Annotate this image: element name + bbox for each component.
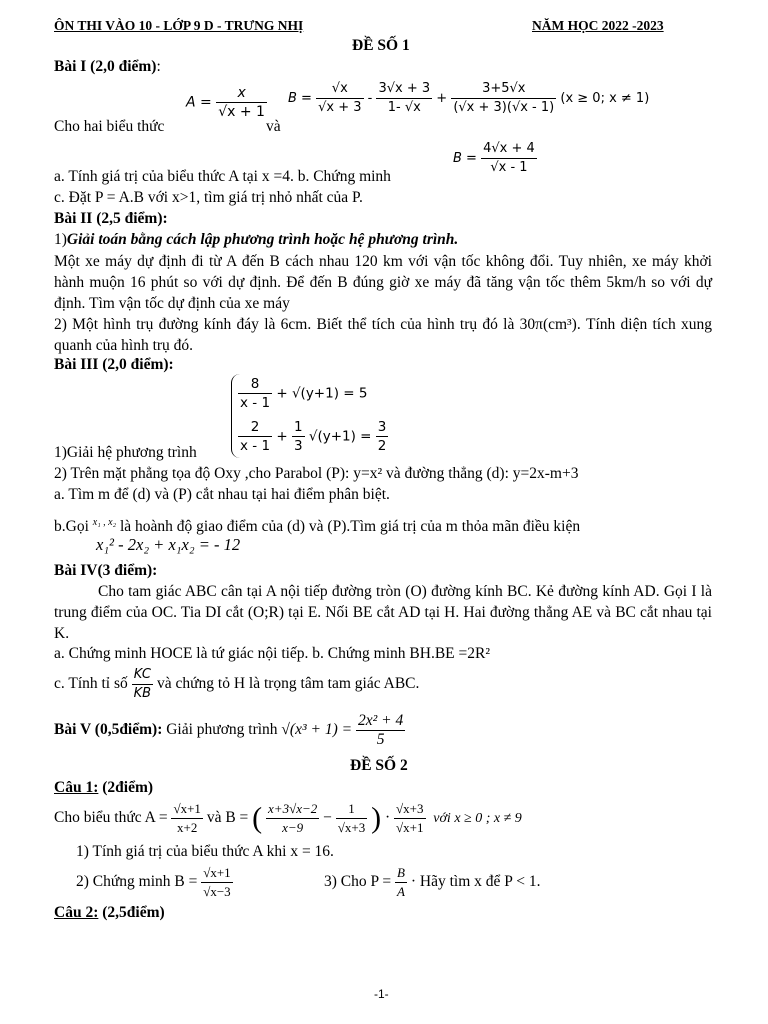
cau1-points: (2điểm): [102, 779, 154, 796]
cau1-q2-num: √x+1: [201, 864, 232, 883]
page-number: -1-: [374, 987, 389, 1001]
cau1-heading-line: [54, 778, 153, 798]
cau1-B-dot: ·: [384, 809, 391, 827]
bai3-heading: Bài III (2,0 điểm):: [54, 356, 174, 373]
paren-open: (: [252, 801, 263, 835]
bai4-c-fraction: [132, 666, 153, 703]
B-t1-num: √x: [316, 80, 363, 99]
B-term3: [451, 80, 556, 117]
bai4-c-num: KC: [132, 666, 153, 685]
cau1-heading: Câu 1:: [54, 779, 99, 796]
B-term2: [376, 80, 432, 117]
eq2-mid: +: [276, 428, 288, 445]
cau1-B-f2-num: 1: [336, 800, 367, 819]
A-fraction: [216, 84, 267, 121]
bai2-p1-num: 1): [54, 231, 67, 248]
bai3-a: a. Tìm m để (d) và (P) cắt nhau tại hai điểm phân biệt.: [54, 486, 390, 503]
header-left: ÔN THI VÀO 10 - LỚP 9 D - TRƯNG NHỊ: [54, 18, 304, 33]
eq2-num: 2: [238, 418, 272, 437]
header-right: NĂM HỌC 2022 -2023: [532, 18, 664, 33]
bai1-a: a. Tính giá trị của biểu thức A tại x =4. b. Chứng minh: [54, 168, 391, 185]
cau2-heading-line: [54, 903, 165, 923]
bai1-intro-line: [54, 117, 164, 137]
cau1-A-num: √x+1: [171, 800, 202, 819]
de2-title: ĐỀ SỐ 2: [350, 757, 408, 774]
cau1-A-den: x+2: [177, 820, 198, 835]
expr-B: B = $\frac{√x}{√x + 3}$ - $\frac{3√x + 3}{1- √x}$ + $\frac{3+5√x}{(√x + 3)(√x - 1)}$ (x ≥ 0; x ≠ 1): [288, 81, 650, 115]
bai3-b-equation: x₁² - 2x₂ + x₁x₂ = - 12: [96, 535, 241, 554]
bai2-heading: Bài II (2,5 điểm):: [54, 210, 168, 227]
B-t2-num: 3√x + 3: [376, 80, 432, 99]
B2-den: √x - 1: [490, 160, 528, 175]
B-t3-num: 3+5√x: [451, 80, 556, 99]
bai3-b-pre: b.Gọi: [54, 518, 89, 535]
bai3-b-line: [54, 513, 580, 537]
cau1-q2-line: [76, 864, 233, 901]
B2-fraction: [481, 140, 537, 177]
cau1-B-f2-den: √x+3: [337, 820, 366, 835]
cau1-B-f3-den: √x+1: [396, 820, 424, 835]
bai2-p2-text: 2) Một hình trụ đường kính đáy là 6cm. Biết thể tích của hình trụ đó là 30π(cm³). Tính diện tích xung quanh của hình trụ đó.: [54, 316, 712, 354]
de1-title: ĐỀ SỐ 1: [352, 37, 410, 54]
cau1-q2-fraction: [201, 864, 232, 901]
cau1-q2-den: √x−3: [203, 884, 231, 899]
eq2-rhs-num: 3: [377, 419, 387, 435]
cau1-q3-den: A: [397, 884, 405, 899]
eq2-rhs: [376, 418, 389, 455]
bai4-c-post: và chứng tỏ H là trọng tâm tam giác ABC.: [156, 675, 420, 693]
eq2-fraction: [238, 418, 272, 455]
cau1-q3-fraction: [395, 864, 407, 901]
system-eq2: [238, 418, 388, 455]
bai5-fraction: [356, 712, 405, 749]
cau1-q2-pre: 2) Chứng minh B =: [76, 873, 198, 891]
bai5-heading: Bài V (0,5điểm):: [54, 721, 163, 739]
bai4-c-den: KB: [133, 686, 152, 701]
eq2-den: x - 1: [240, 438, 271, 454]
bai4-heading: Bài IV(3 điểm):: [54, 562, 158, 579]
B2-lhs: B =: [453, 151, 477, 166]
bai3-b-vars: x₁ , x₂: [92, 517, 117, 528]
B-term1: [316, 80, 363, 117]
cau1-expr-line: [54, 800, 522, 837]
cau1-cond: với x ≥ 0 ; x ≠ 9: [433, 811, 522, 827]
B-lhs: B =: [288, 91, 312, 106]
bai4-c-line: [54, 666, 419, 703]
expr-B2: [453, 140, 537, 177]
eq1-den: x - 1: [240, 395, 271, 411]
eq1-rest: + √(y+1) = 5: [276, 385, 368, 402]
cau1-B-minus: −: [323, 809, 332, 827]
cau1-q3-pre: 3) Cho P =: [324, 873, 392, 891]
cau1-B-f1-den: x−9: [282, 820, 304, 835]
bai1-c: c. Đặt P = A.B với x>1, tìm giá trị nhỏ nhất của P.: [54, 189, 363, 206]
eq1-num: 8: [238, 375, 272, 394]
cau1-q3-post: · Hãy tìm x để P < 1.: [410, 873, 541, 891]
bai3-p1: 1)Giải hệ phương trình: [54, 444, 197, 461]
A-den: √x + 1: [218, 104, 265, 120]
bai5-text: Giải phương trình: [166, 721, 278, 739]
cau1-pre: Cho biểu thức A =: [54, 809, 168, 827]
B-t3-den: (√x + 3)(√x - 1): [453, 100, 555, 115]
cau1-B-f3-num: √x+3: [394, 800, 425, 819]
bai2-p1-text: Một xe máy dự định đi từ A đến B cách nhau 120 km với vận tốc không đổi. Tuy nhiên, xe máy khởi hành muộn 16 phút so với dự định. Để đến B đúng giờ xe máy đã tăng vận tốc thêm 5km/h so với dự định. Tìm vận tốc dự định của xe máy: [54, 253, 712, 312]
bai2-p1-line: [54, 230, 458, 250]
bai4-c-pre: c. Tính tỉ số: [54, 675, 128, 693]
B2-num: 4√x + 4: [481, 140, 537, 159]
bai5-den: 5: [376, 731, 385, 748]
cau1-B-f1: [266, 800, 319, 837]
bai5-line: [54, 712, 405, 749]
B-t1-den: √x + 3: [318, 100, 362, 115]
cau1-q1: 1) Tính giá trị của biểu thức A khi x = 16.: [76, 843, 334, 860]
bai1-colon: :: [156, 58, 161, 75]
B-t2-den: 1- √x: [387, 100, 421, 115]
bai3-b-post: là hoành độ giao điểm của (d) và (P).Tìm giá trị của m thỏa mãn điều kiện: [119, 518, 581, 535]
bai1-va: và: [266, 118, 281, 135]
A-lhs: A =: [186, 94, 212, 111]
bai1-heading: Bài I (2,0 điểm): [54, 58, 157, 75]
B-condition: (x ≥ 0; x ≠ 1): [560, 91, 650, 106]
expr-A: [186, 84, 267, 121]
bai3-p2: 2) Trên mặt phẳng tọa độ Oxy ,cho Parabol (P): y=x² và đường thẳng (d): y=2x-m+3: [54, 465, 579, 482]
system-eq1: [238, 375, 367, 412]
A-num: x: [216, 84, 267, 103]
bai4-a: a. Chứng minh HOCE là tứ giác nội tiếp. b. Chứng minh BH.BE =2R²: [54, 645, 490, 662]
cau1-q3-line: [324, 864, 540, 901]
eq2-coef-den: 3: [293, 438, 303, 454]
eq1-fraction: [238, 375, 272, 412]
eq2-rhs-den: 2: [377, 438, 387, 454]
cau1-B-f1-num: x+3√x−2: [266, 800, 319, 819]
cau1-mid: và B =: [206, 809, 249, 827]
bai1-heading-line: [54, 57, 161, 77]
cau2-points: (2,5điểm): [102, 904, 165, 921]
bai5-num: 2x² + 4: [357, 712, 404, 729]
bai1-intro: Cho hai biểu thức: [54, 118, 165, 135]
cau1-q3-num: B: [395, 864, 407, 883]
bai4-text: Cho tam giác ABC cân tại A nội tiếp đường tròn (O) đường kính BC. Kẻ đường kính AD. Gọi I là trung điểm của OC. Tia DI cắt (O;R) tại E. Nối BE cắt AD tại H. Hai đường thẳng AE và BC cắt nhau tại K.: [54, 583, 712, 642]
eq2-coef-num: 1: [293, 419, 303, 435]
eq2-coef: [292, 418, 305, 455]
eq2-sqrt: √(y+1) =: [308, 428, 372, 445]
bai5-lhs: √(x³ + 1) =: [281, 721, 353, 739]
cau1-B-f3: [394, 800, 425, 837]
cau1-B-f2: [336, 800, 367, 837]
cau2-heading: Câu 2:: [54, 904, 99, 921]
cau1-A-fraction: [171, 800, 202, 837]
paren-close: ): [371, 801, 382, 835]
bai2-p1-title: Giải toán bằng cách lập phương trình hoặc hệ phương trình.: [66, 231, 459, 248]
